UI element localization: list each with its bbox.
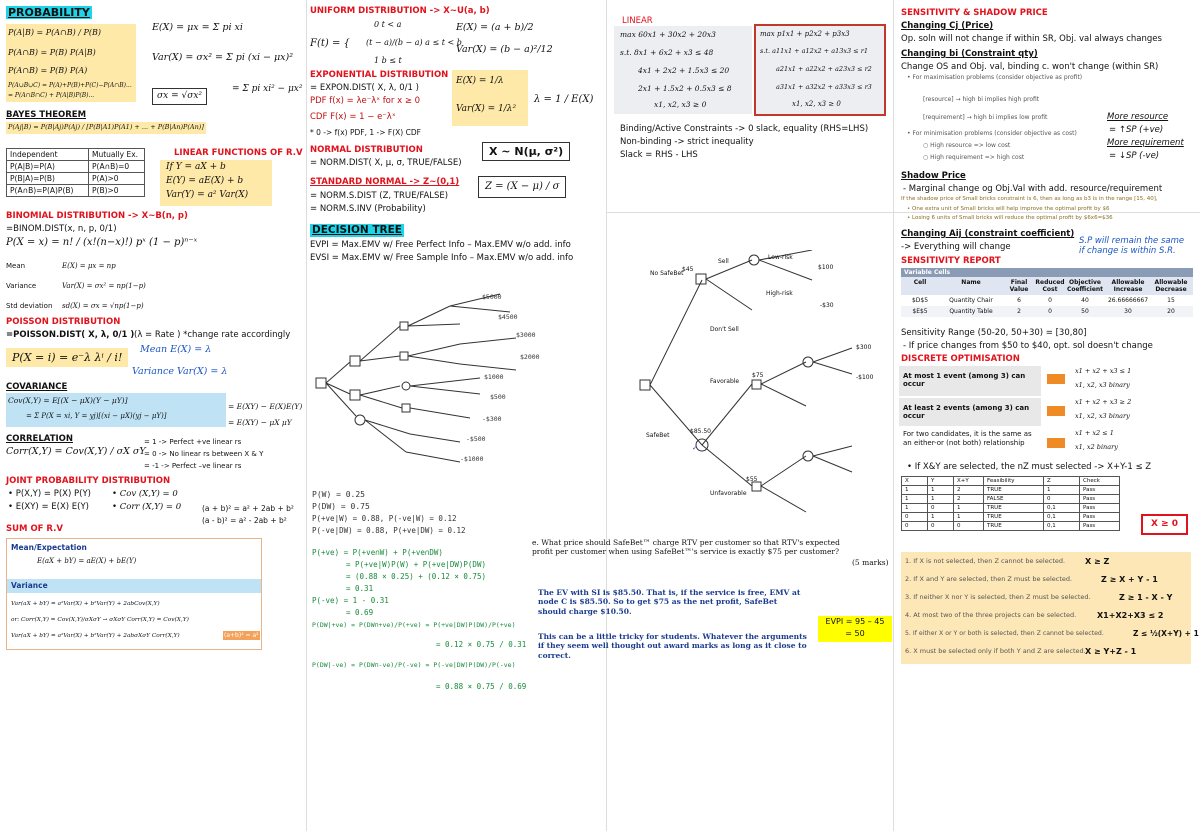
truth-cell: 0,1	[1044, 522, 1080, 531]
arrow-icon	[1047, 438, 1065, 448]
mutex-cell: P(A∩B)=0	[89, 161, 145, 173]
evpi-box-2: = 50	[845, 629, 865, 638]
normal-box: X ~ N(μ, σ²)	[482, 142, 570, 161]
correlation-formula: Corr(X,Y) = Cov(X,Y) / σX σY	[6, 446, 146, 457]
shadow-ex-3: • Losing 6 units of Small bricks will reduce the optimal profit by $6x6=$36	[907, 215, 1113, 221]
report-cell: 26.66666667	[1107, 297, 1149, 304]
lambda-formula: λ = 1 / E(X)	[534, 94, 594, 105]
normal-title: NORMAL DISTRIBUTION	[310, 145, 423, 155]
tree-label-low-risk: Low-risk	[768, 254, 793, 261]
truth-cell: 0,1	[1044, 513, 1080, 522]
lp-left-3: 4x1 + 2x2 + 1.5x3 ≤ 20	[638, 66, 730, 75]
uniform-title: UNIFORM DISTRIBUTION -> X~U(a, b)	[310, 6, 490, 16]
linear-fn-1: If Y = aX + b	[166, 162, 226, 172]
xy-rule-text: If X&Y are selected, the nZ must selected -> X+Y-1 ≤ Z	[914, 462, 1152, 472]
disc-row-3-label: For two candidates, it is the same as an either-or (not both) relationship	[903, 430, 1032, 447]
lp-left-box	[614, 26, 752, 114]
rule-4-f: X1+X2+X3 ≤ 2	[1097, 611, 1164, 620]
discrete-table	[899, 366, 1189, 460]
corr-note-2: = 0 -> No linear rs between X & Y	[144, 450, 264, 458]
tree-label-favorable: Favorable	[710, 378, 740, 385]
truth-cell: 2	[954, 495, 984, 504]
uniform-E: E(X) = (a + b)/2	[456, 22, 534, 33]
linear-fn-2: E(Y) = aE(X) + b	[166, 176, 244, 186]
mean-exp-formula: E(aX + bY) = aE(X) + bE(Y)	[37, 557, 137, 565]
prob-line-2: P(A∩B) = P(B) P(A|B)	[8, 48, 96, 57]
variance-formula: Var(X) = σx² = Σ pi (xi − μx)²	[152, 52, 294, 63]
max-title-text: For maximisation problems (consider objective as profit)	[912, 74, 1083, 81]
min-item-1-text: High resource => low cost	[930, 142, 1011, 149]
disc-row-1-f: x1 + x2 + x3 ≤ 1	[1075, 367, 1132, 375]
binding-2: Non-binding -> strict inequality	[620, 137, 754, 147]
z-box: Z = (X − μ) / σ	[478, 176, 566, 198]
xy-rule: • If X&Y are selected, the nZ must selected -> X+Y-1 ≤ Z	[907, 462, 1152, 472]
truth-cell: TRUE	[984, 504, 1044, 513]
poisson-variance: Variance Var(X) = λ	[132, 366, 228, 377]
more-resource: More resource	[1107, 112, 1169, 122]
truth-cell: 0	[902, 522, 928, 531]
cov-formula-3: = E(XY) − E(X)E(Y)	[228, 402, 303, 411]
decision-tree-diagram	[612, 250, 892, 530]
exp-V: Var(X) = 1/λ²	[456, 104, 517, 114]
bi-title: Changing bi (Constraint qty)	[901, 49, 1038, 59]
binomial-excel: =BINOM.DIST(x, n, p, 0/1)	[6, 224, 117, 234]
tree-label-no-safebet: No SafeBet	[650, 270, 684, 277]
report-title: SENSITIVITY REPORT	[901, 256, 1001, 266]
tree-label-8550: $85.50	[690, 428, 711, 435]
aij-title: Changing Aij (constraint coefficient)	[901, 229, 1075, 239]
report-header: Name	[961, 279, 981, 286]
truth-header: Check	[1080, 477, 1120, 486]
hw-calc-2: = P(+ve|W)P(W) + P(+ve|DW)P(DW)	[346, 560, 486, 569]
independence-table	[6, 148, 145, 197]
tree-label-safebet: SafeBet	[646, 432, 670, 439]
shadow-ex-1: If the shadow price of Small bricks constraint is 6, then as long as b3 is in the range [15, 40],	[901, 196, 1158, 202]
evpi-definition: EVPI = Max.EMV w/ Free Perfect Info – Max.EMV w/o add. info	[310, 240, 571, 250]
std-normal-title: STANDARD NORMAL -> Z~(0,1)	[310, 177, 460, 187]
answer-2: This can be a little tricky for students. Whatever the arguments if they seem well thought out award marks as long as it close to correct.	[538, 632, 807, 660]
poisson-pmf: P(X = i) = e⁻λ λⁱ / i!	[6, 348, 128, 367]
truth-cell: 0	[1044, 495, 1080, 504]
tree-label-dont-sell: Don't Sell	[710, 326, 739, 333]
question-e: e. What price should SafeBet™ charge RTV per customer so that RTV's expected profit per customer when using SafeBet™'s service is exactly $75 per customer?	[532, 538, 840, 557]
variance-label: Variance	[11, 581, 48, 590]
truth-cell: Pass	[1080, 522, 1120, 531]
binom-sd: sd(X) = σx = √np(1−p)	[62, 302, 144, 310]
report-header: Objective Coefficient	[1066, 279, 1104, 293]
min-title-text: For minimisation problems (consider objective as cost)	[912, 130, 1077, 137]
mutex-header: Mutually Ex.	[89, 149, 145, 161]
joint2-item-2: • Corr (X,Y) = 0	[112, 502, 182, 512]
report-row	[901, 295, 1193, 306]
sum-var-3: Var(aX + bY) = a²Var(X) + b²Var(Y) + 2abσXσY Corr(X,Y)	[11, 633, 180, 639]
hw-calc-3: = (0.88 × 0.25) + (0.12 × 0.75)	[346, 572, 486, 581]
disc-row-1-b: x1, x2, x3 binary	[1075, 381, 1130, 389]
bayes-formula: P(Aj|B) = P(B|Aj)P(Aj) / [P(B|A1)P(A1) + ... + P(B|An)P(An)]	[6, 122, 206, 134]
report-cell: $E$5	[912, 308, 928, 315]
disc-row-2-f: x1 + x2 + x3 ≥ 2	[1075, 398, 1132, 406]
rule-6-f: X ≥ Y+Z - 1	[1085, 647, 1137, 656]
truth-cell: Pass	[1080, 495, 1120, 504]
exp-E: E(X) = 1/λ	[456, 76, 504, 86]
hw-value: $5000	[482, 293, 502, 301]
hw-prob-1: P(W) = 0.25	[312, 490, 365, 499]
report-row	[901, 306, 1193, 317]
hw-prob-3: P(+ve|W) = 0.88, P(-ve|W) = 0.12	[312, 514, 457, 523]
square-2: (a - b)² = a² - 2ab + b²	[202, 516, 287, 525]
tree-label-neg30: -$30	[820, 302, 834, 309]
hw-calc-10: = 0.88 × 0.75 / 0.69	[436, 682, 527, 691]
indep-header: Independent	[7, 149, 89, 161]
joint2-2: Corr (X,Y) = 0	[119, 502, 182, 512]
answer-1: The EV with SI is $85.50. That is, if the service is free, EMV at node C is $85.50. So to get $75 as the net profit, SafeBet should charge $10.50.	[538, 588, 801, 616]
uniform-F-2: (t − a)/(b − a) a ≤ t < b	[366, 38, 462, 47]
truth-header: X+Y	[954, 477, 984, 486]
tree-label-75: $75	[752, 372, 764, 379]
binom-var-label: Variance	[6, 282, 37, 290]
disc-row-3-f: x1 + x2 ≤ 1	[1075, 429, 1114, 437]
joint2-item-1: • Cov (X,Y) = 0	[112, 489, 178, 499]
shadow-ex-3-text: Losing 6 units of Small bricks will reduce the optimal profit by $6x6=$36	[912, 215, 1113, 221]
lp-right-box	[754, 24, 886, 116]
truth-cell: 0	[954, 522, 984, 531]
discrete-title: DISCRETE OPTIMISATION	[901, 354, 1020, 364]
shadow-text: - Marginal change og Obj.Val with add. resource/requirement	[903, 184, 1163, 194]
binomial-pmf: P(X = x) = n! / (x!(n−x)!) pˣ (1 − p)ⁿ⁻ˣ	[6, 237, 198, 248]
hw-calc-9: P(DW|-ve) = P(DW∩-ve)/P(-ve) = P(-ve|DW)P(DW)/P(-ve)	[312, 661, 516, 669]
x-geq-box: X ≥ 0	[1141, 514, 1188, 535]
mutex-cell: P(A)>0	[89, 173, 145, 185]
more-resource-value: = ↑SP (+ve)	[1109, 125, 1164, 135]
report-cell: $D$5	[911, 297, 929, 304]
probability-title: PROBABILITY	[8, 6, 90, 19]
arrow-icon	[1047, 406, 1065, 416]
hw-calc-5: P(-ve) = 1 - 0.31	[312, 596, 389, 605]
truth-cell: 1	[902, 504, 928, 513]
joint2-1: Cov (X,Y) = 0	[119, 489, 178, 499]
report-header: Allowable Decrease	[1154, 279, 1188, 293]
hw-prob-4: P(-ve|DW) = 0.88, P(+ve|DW) = 0.12	[312, 526, 466, 535]
lp-left-1: max 60x1 + 30x2 + 20x3	[620, 30, 716, 39]
square-1: (a + b)² = a² + 2ab + b²	[202, 504, 294, 513]
report-header: Cell	[913, 279, 927, 286]
shadow-ex-2-text: One extra unit of Small bricks will help improve the optimal profit by $6	[912, 206, 1110, 212]
truth-cell: 0	[902, 513, 928, 522]
report-section: Variable Cells	[901, 268, 1193, 277]
hw-calc-4: = 0.31	[346, 584, 374, 593]
truth-cell: TRUE	[984, 522, 1044, 531]
exponential-title: EXPONENTIAL DISTRIBUTION	[310, 70, 449, 80]
poisson-excel: =POISSON.DIST( X, λ, 0/1 )	[6, 330, 135, 340]
max-title: • For maximisation problems (consider objective as profit)	[907, 74, 1083, 81]
min-title: • For minimisation problems (consider objective as cost)	[907, 130, 1077, 137]
joint-1: P(X,Y) = P(X) P(Y)	[15, 489, 91, 499]
normal-excel: = NORM.DIST( X, μ, σ, TRUE/FALSE)	[310, 158, 462, 168]
range-note: - If price changes from $50 to $40, opt. sol doesn't change	[903, 341, 1153, 351]
truth-cell: 1	[902, 486, 928, 495]
tree-label-45: $45	[682, 266, 694, 273]
sensitivity-report	[901, 268, 1193, 322]
lp-right-1: max p1x1 + p2x2 + p3x3	[760, 30, 850, 38]
report-cell: Quantity Table	[949, 308, 993, 315]
truth-cell: TRUE	[984, 486, 1044, 495]
uniform-F-1: 0 t < a	[374, 20, 402, 29]
truth-cell: 1	[1044, 486, 1080, 495]
report-cell: Quantity Chair	[949, 297, 993, 304]
hw-prob-2: P(DW) = 0.75	[312, 502, 370, 511]
joint-title: JOINT PROBABILITY DISTRIBUTION	[6, 476, 171, 486]
truth-cell: 0	[928, 522, 954, 531]
report-cell: 0	[1048, 308, 1052, 315]
hw-calc-1: P(+ve) = P(+ve∩W) + P(+ve∩DW)	[312, 548, 443, 557]
report-header: Reduced Cost	[1035, 279, 1065, 293]
evpi-box-1: EVPI = 95 – 45	[825, 617, 885, 626]
binom-sd-label: Std deviation	[6, 302, 53, 310]
aij-text: -> Everything will change	[901, 242, 1011, 252]
prob-line-3: P(A∩B) = P(B) P(A)	[8, 66, 88, 75]
joint-2: E(XY) = E(X) E(Y)	[15, 502, 89, 512]
sensitivity-title: SENSITIVITY & SHADOW PRICE	[901, 8, 1048, 18]
sum-var-1: Var(aX + bY) = a²Var(X) + b²Var(Y) + 2abCov(X,Y)	[11, 601, 160, 607]
rule-5: 5. If either X or Y or both is selected, then Z cannot be selected.	[905, 630, 1104, 637]
truth-cell: 0	[928, 504, 954, 513]
cj-text: Op. soln will not change if within SR, Obj. val always changes	[901, 34, 1162, 44]
hw-calc-8: = 0.12 × 0.75 / 0.31	[436, 640, 527, 649]
pdf-formula: PDF f(x) = λe⁻λˣ for x ≥ 0	[310, 96, 421, 106]
hw-value: -$300	[482, 415, 502, 423]
expectation-formula: E(X) = μx = Σ pi xi	[152, 22, 243, 33]
exp-note: * 0 -> f(x) PDF, 1 -> F(X) CDF	[310, 128, 421, 137]
lp-left-2: s.t. 8x1 + 6x2 + x3 ≤ 48	[620, 48, 714, 57]
disc-row-3-b: x1, x2 binary	[1075, 443, 1118, 451]
arrow-icon	[1047, 374, 1065, 384]
report-cell: 50	[1081, 308, 1089, 315]
decision-tree-title: DECISION TREE	[312, 224, 402, 236]
indep-cell: P(A|B)=P(A)	[7, 161, 89, 173]
rule-5-f: Z ≤ ½(X+Y) + 1	[1133, 629, 1199, 638]
report-cell: 2	[1017, 308, 1021, 315]
disc-row-1-label: At most 1 event (among 3) can occur	[899, 366, 1041, 396]
cov-formula-4: = E(XY) − μX μY	[228, 418, 292, 427]
hw-value: -$500	[466, 435, 486, 443]
sum-rv-box	[6, 538, 262, 650]
hw-value: $3000	[516, 331, 536, 339]
binom-var: Var(X) = σx² = np(1−p)	[62, 282, 146, 290]
more-requirement-value: = ↓SP (-ve)	[1109, 151, 1160, 161]
indep-cell: P(B|A)=P(B)	[7, 173, 89, 185]
cov-formula-1: Cov(X,Y) = E[(X − μX)(Y − μY)]	[8, 396, 128, 405]
max-item-2: [requirement] → high bi implies low profit	[923, 114, 1048, 121]
sp-note: S.P will remain the same if change is within S.R.	[1079, 236, 1185, 257]
linear-title: LINEAR	[622, 16, 653, 26]
range-note-text: If price changes from $50 to $40, opt. sol doesn't change	[908, 341, 1153, 351]
lp-right-4: a31x1 + a32x2 + a33x3 ≤ r3	[776, 83, 872, 91]
poisson-mean: Mean E(X) = λ	[140, 344, 212, 355]
tree-label-neg100: -$100	[856, 374, 874, 381]
shadow-text-value: Marginal change og Obj.Val with add. resource/requirement	[908, 184, 1163, 194]
tree-label-55: $55	[746, 476, 758, 483]
rules-box	[901, 552, 1199, 664]
hw-calc-6: = 0.69	[346, 608, 374, 617]
report-header: Final Value	[1009, 279, 1029, 293]
rule-6: 6. X must be selected only if both Y and Z are selected.	[905, 647, 1086, 655]
uniform-F-3: 1 b ≤ t	[374, 56, 402, 65]
truth-header: Feasibility	[984, 477, 1044, 486]
column-probability	[0, 0, 306, 831]
hw-value: $2000	[520, 353, 540, 361]
column-linear	[606, 0, 893, 831]
cdf-formula: CDF F(x) = 1 − e⁻λˣ	[310, 112, 396, 122]
lp-right-5: x1, x2, x3 ≥ 0	[792, 100, 841, 108]
truth-cell: 1	[928, 486, 954, 495]
lp-right-3: a21x1 + a22x2 + a23x3 ≤ r2	[776, 65, 872, 73]
disc-row-2-label: At least 2 events (among 3) can occur	[899, 398, 1041, 426]
binomial-title: BINOMIAL DISTRIBUTION -> X~B(n, p)	[6, 211, 188, 221]
rule-4: 4. At most two of the three projects can be selected.	[905, 611, 1077, 619]
check-mark: ✓	[692, 444, 698, 452]
rule-2-f: Z ≥ X + Y - 1	[1101, 575, 1158, 584]
sigma-box: σx = √σx²	[152, 88, 207, 105]
prob-line-5: = P(A∩B∩C) + P(A|B)P(B)...	[8, 92, 95, 99]
rule-1: 1. If X is not selected, then Z cannot be selected.	[905, 557, 1066, 565]
evsi-definition: EVSI = Max.EMV w/ Free Sample Info – Max.EMV w/o add. info	[310, 253, 574, 263]
variance-formula-2: = Σ pi xi² − μx²	[232, 84, 303, 94]
shadow-ex-2: • One extra unit of Small bricks will help improve the optimal profit by $6	[907, 206, 1110, 212]
binding-3: Slack = RHS - LHS	[620, 150, 698, 160]
prob-line-1: P(A|B) = P(A∩B) / P(B)	[8, 28, 102, 37]
min-item-1: ○ High resource => low cost	[923, 142, 1011, 149]
uniform-V: Var(X) = (b − a)²/12	[456, 44, 553, 55]
linear-fn-3: Var(Y) = a² Var(X)	[166, 190, 249, 200]
rule-3-f: Z ≥ 1 - X - Y	[1119, 593, 1173, 602]
hw-calc-7: P(DW|+ve) = P(DW∩+ve)/P(+ve) = P(+ve|DW)P(DW)/P(+ve)	[312, 621, 516, 629]
column-sensitivity	[893, 0, 1200, 831]
lp-right-2: s.t. a11x1 + a12x2 + a13x3 ≤ r1	[760, 47, 868, 55]
mean-exp-label: Mean/Expectation	[11, 543, 87, 552]
lp-left-5: x1, x2, x3 ≥ 0	[654, 100, 707, 109]
exponential-excel: = EXPON.DIST( X, λ, 0/1 )	[310, 83, 419, 93]
indep-cell: P(A∩B)=P(A)P(B)	[7, 185, 89, 197]
bi-text: Change OS and Obj. val, binding c. won't change (within SR)	[901, 62, 1159, 72]
covariance-title: COVARIANCE	[6, 382, 68, 392]
report-cell: 15	[1167, 297, 1175, 304]
report-cell: 0	[1048, 297, 1052, 304]
prob-line-4: P(A∪B∪C) = P(A)+P(B)+P(C)−P(A∩B)...	[8, 82, 132, 89]
max-item-1: [resource] → high bi implies high profit	[923, 96, 1040, 103]
corr-note-1: = 1 -> Perfect +ve linear rs	[144, 438, 242, 446]
shadow-title: Shadow Price	[901, 171, 966, 181]
truth-header: Z	[1044, 477, 1080, 486]
cj-title: Changing Cj (Price)	[901, 21, 994, 31]
tree-label-300: $300	[856, 344, 872, 351]
rule-2: 2. If X and Y are selected, then Z must be selected.	[905, 575, 1073, 583]
rule-3: 3. If neither X nor Y is selected, then Z must be selected.	[905, 593, 1091, 601]
uniform-F-label: F(t) = {	[310, 38, 350, 49]
binding-1: Binding/Active Constraints -> 0 slack, equality (RHS=LHS)	[620, 124, 869, 134]
corr-note-3: = -1 -> Perfect –ve linear rs	[144, 462, 242, 470]
truth-cell: 1	[928, 513, 954, 522]
lp-left-4: 2x1 + 1.5x2 + 0.5x3 ≤ 8	[638, 84, 732, 93]
hw-value: $500	[490, 393, 506, 401]
binom-mean: E(X) = μx = np	[62, 262, 116, 270]
min-item-2-text: High requirement => high cost	[930, 154, 1025, 161]
linear-functions-title: LINEAR FUNCTIONS OF R.V	[174, 148, 303, 158]
tree-label-high-risk: High-risk	[766, 290, 793, 297]
binom-mean-label: Mean	[6, 262, 26, 270]
sum-title: SUM OF R.V	[6, 524, 63, 534]
truth-cell: 1	[954, 513, 984, 522]
hw-value: $1000	[484, 373, 504, 381]
report-cell: 6	[1017, 297, 1021, 304]
truth-cell: Pass	[1080, 486, 1120, 495]
question-marks: (5 marks)	[852, 558, 889, 567]
poisson-title: POISSON DISTRIBUTION	[6, 317, 121, 327]
sensitivity-range: Sensitivity Range (50-20, 50+30) = [30,80]	[901, 328, 1087, 338]
truth-cell: TRUE	[984, 513, 1044, 522]
joint-item-1: • P(X,Y) = P(X) P(Y)	[8, 489, 91, 499]
min-item-2: ○ High requirement => high cost	[923, 154, 1025, 161]
truth-cell: 0,1	[1044, 504, 1080, 513]
report-cell: 30	[1124, 308, 1132, 315]
tree-label-sell: Sell	[718, 258, 729, 265]
hw-value: -$1000	[460, 455, 484, 463]
std-normal-2: = NORM.S.INV (Probability)	[310, 204, 426, 214]
truth-cell: Pass	[1080, 513, 1120, 522]
report-cell: 40	[1081, 297, 1089, 304]
truth-cell: 1	[928, 495, 954, 504]
disc-row-2-b: x1, x2, x3 binary	[1075, 412, 1130, 420]
std-normal-1: = NORM.S.DIST (Z, TRUE/FALSE)	[310, 191, 449, 201]
cov-formula-2: = Σ P(X = xi, Y = yj)[(xi − μX)(yj − μY)]	[26, 412, 167, 420]
more-requirement: More requirement	[1107, 138, 1184, 148]
tree-label-100: $100	[818, 264, 834, 271]
hw-value: $4500	[498, 313, 518, 321]
rule-1-f: X ≥ Z	[1085, 557, 1110, 566]
report-cell: 20	[1167, 308, 1175, 315]
truth-table	[901, 476, 1120, 531]
truth-cell: 1	[954, 504, 984, 513]
sum-var-2: or: Corr(X,Y) = Cov(X,Y)/σXσY → σXσY Corr(X,Y) = Cov(X,Y)	[11, 617, 189, 623]
tree-label-unfavorable: Unfavorable	[710, 490, 747, 497]
poisson-note: (λ = Rate ) *change rate accordingly	[134, 330, 291, 340]
truth-cell: 1	[902, 495, 928, 504]
bayes-title: BAYES THEOREM	[6, 110, 87, 120]
mutex-cell: P(B)>0	[89, 185, 145, 197]
sum-tag: (a+b)² = a²	[224, 632, 259, 639]
truth-cell: Pass	[1080, 504, 1120, 513]
joint-item-2: • E(XY) = E(X) E(Y)	[8, 502, 89, 512]
report-header: Allowable Increase	[1111, 279, 1145, 293]
truth-header: X	[902, 477, 928, 486]
correlation-title: CORRELATION	[6, 434, 73, 444]
truth-header: Y	[928, 477, 954, 486]
truth-cell: FALSE	[984, 495, 1044, 504]
truth-cell: 2	[954, 486, 984, 495]
